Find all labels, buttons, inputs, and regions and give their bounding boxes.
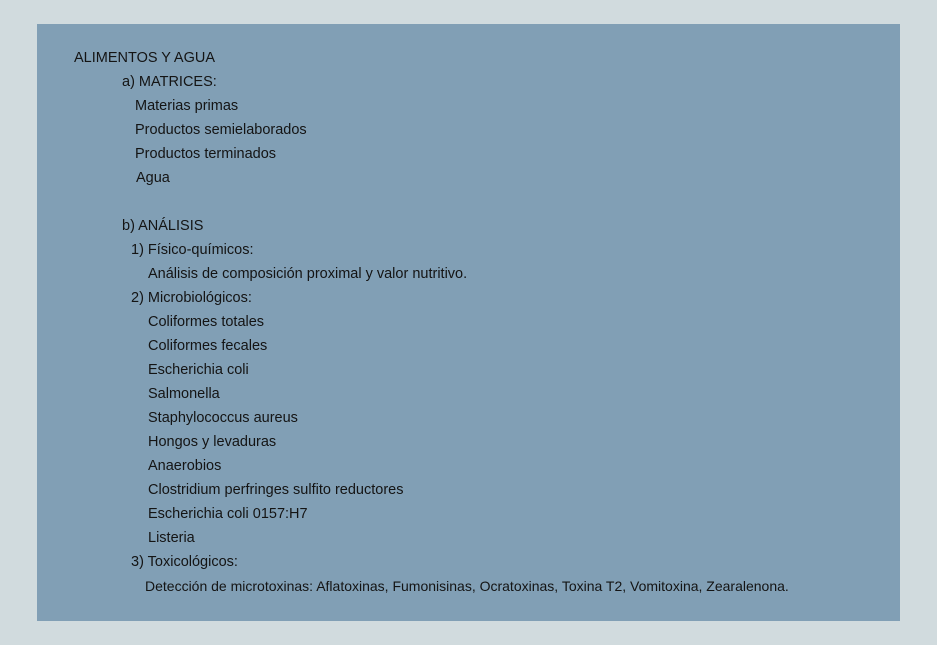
fisico-quimicos-heading: 1) Físico-químicos:	[131, 242, 254, 258]
microbiologicos-item: Staphylococcus aureus	[148, 410, 298, 426]
microbiologicos-item: Coliformes fecales	[148, 338, 268, 354]
microbiologicos-item: Listeria	[148, 530, 195, 546]
microbiologicos-item: Escherichia coli	[148, 362, 249, 378]
microbiologicos-item: Salmonella	[148, 386, 220, 402]
section-title: ALIMENTOS Y AGUA	[74, 50, 216, 66]
matrix-item: Productos terminados	[135, 146, 277, 162]
fisico-quimicos-item: Análisis de composición proximal y valor nutritivo.	[148, 266, 468, 282]
microbiologicos-item: Hongos y levaduras	[148, 434, 277, 450]
microbiologicos-heading: 2) Microbiológicos:	[131, 290, 252, 306]
matrix-item: Agua	[136, 170, 170, 186]
analisis-heading: b) ANÁLISIS	[122, 218, 204, 234]
toxicologicos-heading: 3) Toxicológicos:	[131, 554, 238, 570]
microbiologicos-item: Anaerobios	[148, 458, 222, 474]
toxicologicos-item: Detección de microtoxinas: Aflatoxinas, Fumonisinas, Ocratoxinas, Toxina T2, Vomitoxina, Zearalenona.	[145, 578, 789, 594]
microbiologicos-item: Escherichia coli 0157:H7	[148, 506, 308, 522]
matrix-item: Materias primas	[135, 98, 239, 114]
matrix-item: Productos semielaborados	[135, 122, 307, 138]
microbiologicos-item: Coliformes totales	[148, 314, 265, 330]
microbiologicos-item: Clostridium perfringes sulfito reductores	[148, 482, 404, 498]
matrices-heading: a) MATRICES:	[122, 74, 217, 90]
